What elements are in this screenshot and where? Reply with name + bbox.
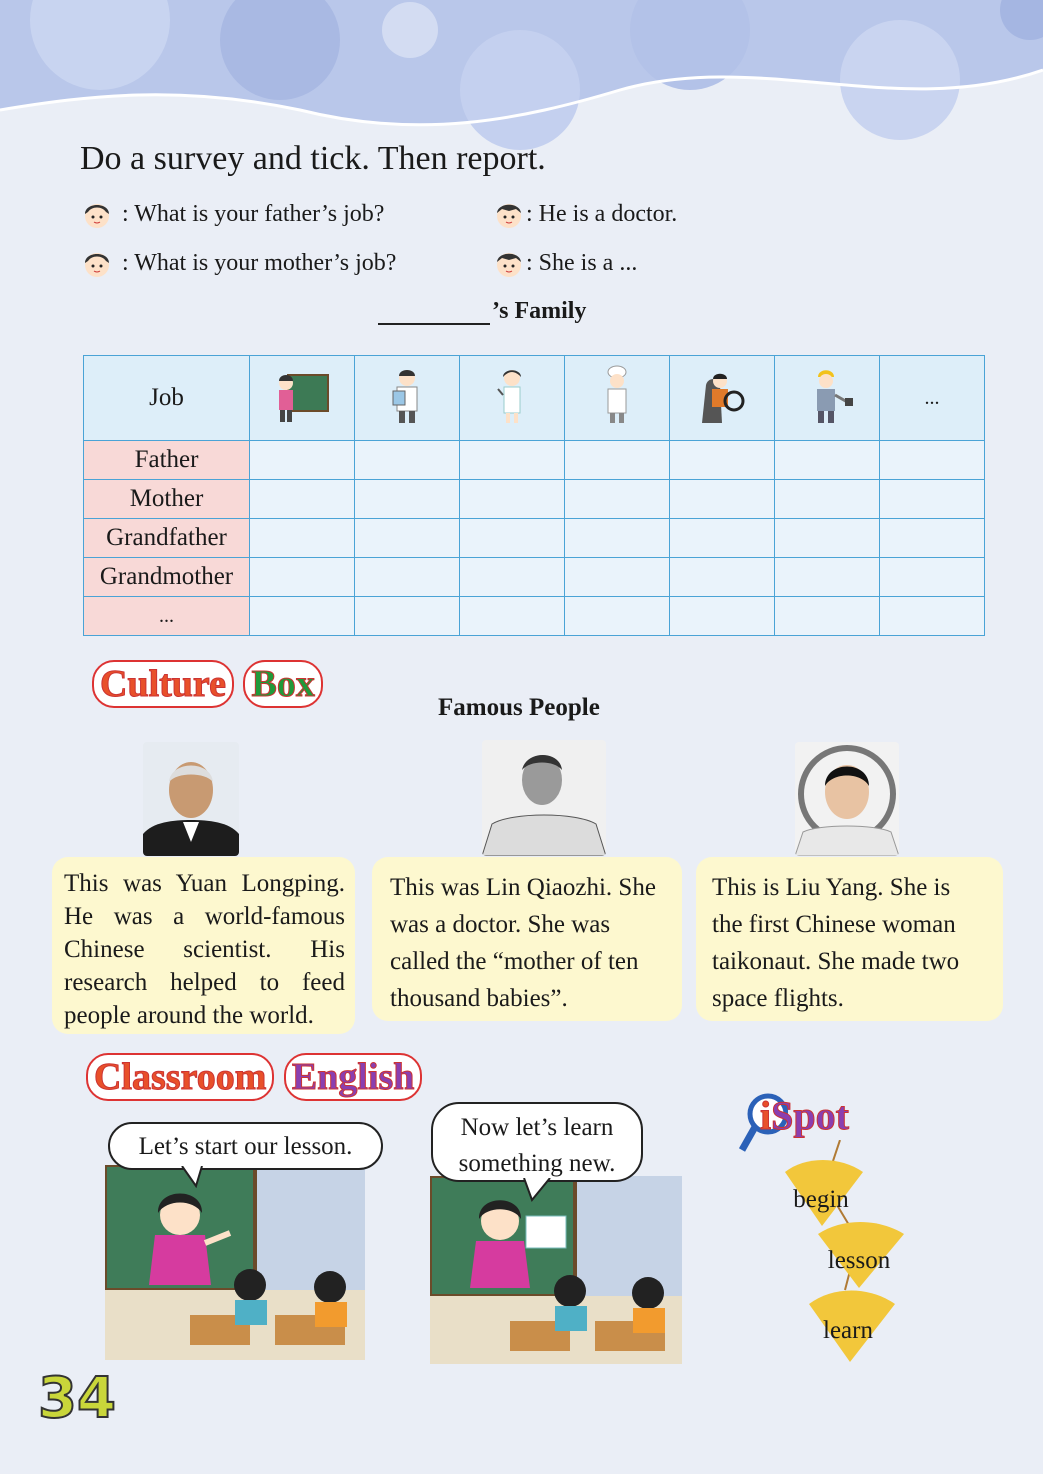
classroom-scene-1 bbox=[105, 1165, 365, 1360]
tick-cell[interactable] bbox=[355, 441, 460, 480]
row-label-grandmother: Grandmother bbox=[84, 558, 250, 597]
tick-cell[interactable] bbox=[460, 558, 565, 597]
tick-cell[interactable] bbox=[775, 597, 880, 636]
dialogue-question-1: : What is your father’s job? bbox=[122, 201, 385, 227]
tick-cell[interactable] bbox=[880, 558, 985, 597]
table-row bbox=[84, 441, 985, 480]
tick-cell[interactable] bbox=[250, 597, 355, 636]
girl-face-icon bbox=[82, 200, 112, 235]
nurse-icon bbox=[460, 356, 565, 441]
tick-cell[interactable] bbox=[355, 558, 460, 597]
dialogue-question-2: : What is your mother’s job? bbox=[122, 250, 397, 276]
tick-cell[interactable] bbox=[775, 480, 880, 519]
ispot-word-begin: begin bbox=[793, 1186, 849, 1213]
tick-cell[interactable] bbox=[670, 558, 775, 597]
table-header-row bbox=[84, 356, 985, 441]
boy-face-icon bbox=[494, 249, 524, 284]
tick-cell[interactable] bbox=[775, 558, 880, 597]
tick-cell[interactable] bbox=[565, 441, 670, 480]
classroom-scene-2 bbox=[430, 1176, 682, 1364]
girl-face-icon bbox=[82, 249, 112, 284]
row-label-mother: Mother bbox=[84, 480, 250, 519]
row-label-more: ... bbox=[84, 597, 250, 636]
tick-cell[interactable] bbox=[775, 519, 880, 558]
tick-cell[interactable] bbox=[880, 441, 985, 480]
tick-cell[interactable] bbox=[670, 441, 775, 480]
job-header: Job bbox=[84, 356, 250, 441]
liu-yang-photo bbox=[795, 742, 899, 856]
tick-cell[interactable] bbox=[565, 519, 670, 558]
tick-cell[interactable] bbox=[460, 441, 565, 480]
name-blank bbox=[378, 299, 490, 325]
ispot-title: iSpot bbox=[760, 1093, 849, 1138]
table-row bbox=[84, 558, 985, 597]
lin-qiaozhi-photo bbox=[482, 740, 606, 856]
tick-cell[interactable] bbox=[460, 597, 565, 636]
speech-bubble-2: Now let’s learn something new. bbox=[431, 1102, 643, 1182]
page-title: Do a survey and tick. Then report. bbox=[80, 140, 546, 177]
tick-cell[interactable] bbox=[355, 480, 460, 519]
tick-cell[interactable] bbox=[565, 558, 670, 597]
driver-icon bbox=[670, 356, 775, 441]
family-caption: ’s Family bbox=[378, 298, 586, 325]
ispot-word-lesson: lesson bbox=[827, 1247, 891, 1274]
tick-cell[interactable] bbox=[460, 480, 565, 519]
boy-face-icon bbox=[494, 200, 524, 235]
tick-cell[interactable] bbox=[355, 597, 460, 636]
teacher-icon bbox=[250, 356, 355, 441]
tick-cell[interactable] bbox=[670, 597, 775, 636]
speech-bubble-1: Let’s start our lesson. bbox=[108, 1122, 383, 1170]
doctor-icon bbox=[355, 356, 460, 441]
tick-cell[interactable] bbox=[250, 558, 355, 597]
table-row bbox=[84, 480, 985, 519]
more-jobs-label: ... bbox=[880, 356, 985, 441]
famous-people-title: Famous People bbox=[438, 694, 600, 721]
tick-cell[interactable] bbox=[670, 480, 775, 519]
liu-yang-card: This is Liu Yang. She is the first Chinese woman taikonaut. She made two space flights. bbox=[696, 857, 1003, 1021]
speech-tail-icon bbox=[180, 1166, 210, 1188]
row-label-grandfather: Grandfather bbox=[84, 519, 250, 558]
yuan-longping-card: This was Yuan Longping. He was a world-famous Chinese scientist. His research helped to feed people around the world. bbox=[52, 857, 355, 1034]
tick-cell[interactable] bbox=[250, 519, 355, 558]
tick-cell[interactable] bbox=[565, 480, 670, 519]
cook-icon bbox=[565, 356, 670, 441]
page-number: 34 bbox=[38, 1366, 116, 1431]
ispot-word-learn: learn bbox=[823, 1317, 873, 1344]
dialogue-answer-1: : He is a doctor. bbox=[526, 201, 678, 227]
speech-tail-icon bbox=[520, 1178, 560, 1202]
worker-icon bbox=[775, 356, 880, 441]
tick-cell[interactable] bbox=[880, 597, 985, 636]
header-decoration bbox=[0, 0, 1043, 150]
dialogue-answer-2: : She is a ... bbox=[526, 250, 638, 276]
tick-cell[interactable] bbox=[355, 519, 460, 558]
tick-cell[interactable] bbox=[250, 441, 355, 480]
table-row bbox=[84, 519, 985, 558]
tick-cell[interactable] bbox=[565, 597, 670, 636]
tick-cell[interactable] bbox=[880, 480, 985, 519]
row-label-father: Father bbox=[84, 441, 250, 480]
tick-cell[interactable] bbox=[880, 519, 985, 558]
tick-cell[interactable] bbox=[670, 519, 775, 558]
yuan-longping-photo bbox=[143, 742, 239, 856]
classroom-english-title: Classroom English bbox=[86, 1053, 422, 1101]
tick-cell[interactable] bbox=[250, 480, 355, 519]
tick-cell[interactable] bbox=[460, 519, 565, 558]
tick-cell[interactable] bbox=[775, 441, 880, 480]
survey-table bbox=[83, 355, 985, 636]
table-row bbox=[84, 597, 985, 636]
lin-qiaozhi-card: This was Lin Qiaozhi. She was a doctor. She was called the “mother of ten thousand babies”. bbox=[372, 857, 682, 1021]
culture-box-title: Culture Box bbox=[92, 660, 323, 708]
